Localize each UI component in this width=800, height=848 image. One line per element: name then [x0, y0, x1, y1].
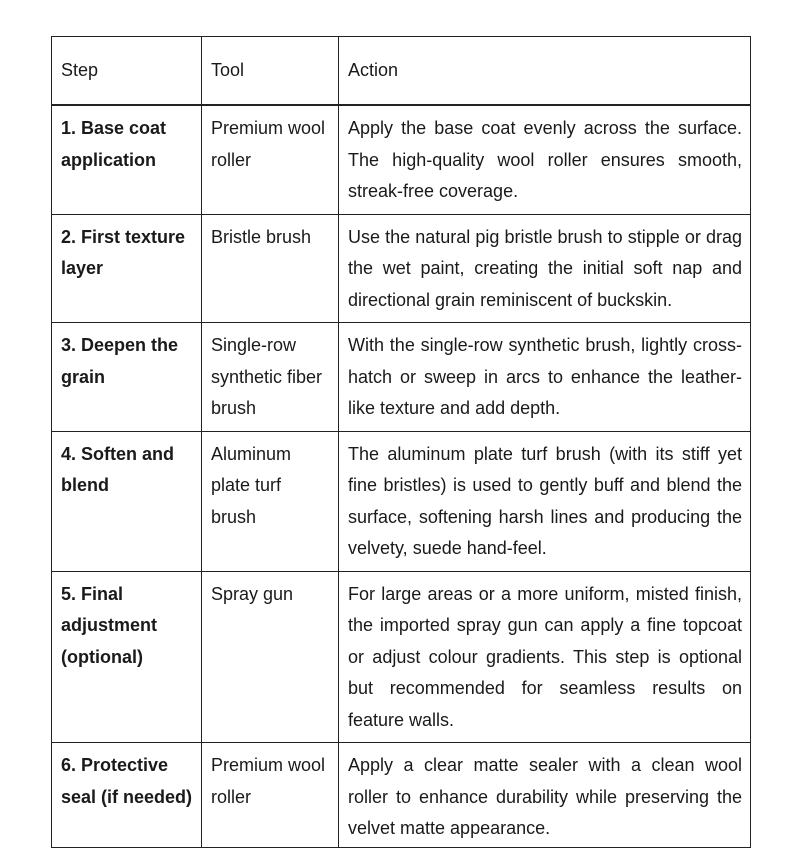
tool-cell: Aluminum plate turf brush — [202, 431, 339, 571]
tool-cell: Premium wool roller — [202, 743, 339, 848]
step-cell: 5. Final adjustment (optional) — [52, 571, 202, 743]
table-row — [52, 571, 751, 743]
action-cell: The aluminum plate turf brush (with its stiff yet fine bristles) is used to gently buff and blend the surface, softening harsh lines and producing the velvety, suede hand-feel. — [339, 431, 751, 571]
table-row — [52, 431, 751, 571]
step-cell: 2. First texture layer — [52, 214, 202, 323]
action-cell: For large areas or a more uniform, misted finish, the imported spray gun can apply a fine topcoat or adjust colour gradients. This step is optional but recommended for seamless results on feature walls. — [339, 571, 751, 743]
tool-cell: Bristle brush — [202, 214, 339, 323]
step-cell: 3. Deepen the grain — [52, 323, 202, 432]
table-row — [52, 214, 751, 323]
process-table — [51, 36, 751, 848]
step-cell: 6. Protective seal (if needed) — [52, 743, 202, 848]
step-cell: 1. Base coat application — [52, 105, 202, 214]
tool-cell: Spray gun — [202, 571, 339, 743]
table-row — [52, 743, 751, 848]
action-cell: Use the natural pig bristle brush to stipple or drag the wet paint, creating the initial soft nap and directional grain reminiscent of buckskin. — [339, 214, 751, 323]
tool-cell: Single-row synthetic fiber brush — [202, 323, 339, 432]
header-row — [52, 37, 751, 106]
action-cell: Apply a clear matte sealer with a clean wool roller to enhance durability while preserving the velvet matte appearance. — [339, 743, 751, 848]
header-tool: Tool — [202, 37, 339, 106]
step-cell: 4. Soften and blend — [52, 431, 202, 571]
action-cell: With the single-row synthetic brush, lightly cross-hatch or sweep in arcs to enhance the leather-like texture and add depth. — [339, 323, 751, 432]
action-cell: Apply the base coat evenly across the surface. The high-quality wool roller ensures smooth, streak-free coverage. — [339, 105, 751, 214]
table-row — [52, 323, 751, 432]
header-step: Step — [52, 37, 202, 106]
header-action: Action — [339, 37, 751, 106]
tool-cell: Premium wool roller — [202, 105, 339, 214]
table-row — [52, 105, 751, 214]
